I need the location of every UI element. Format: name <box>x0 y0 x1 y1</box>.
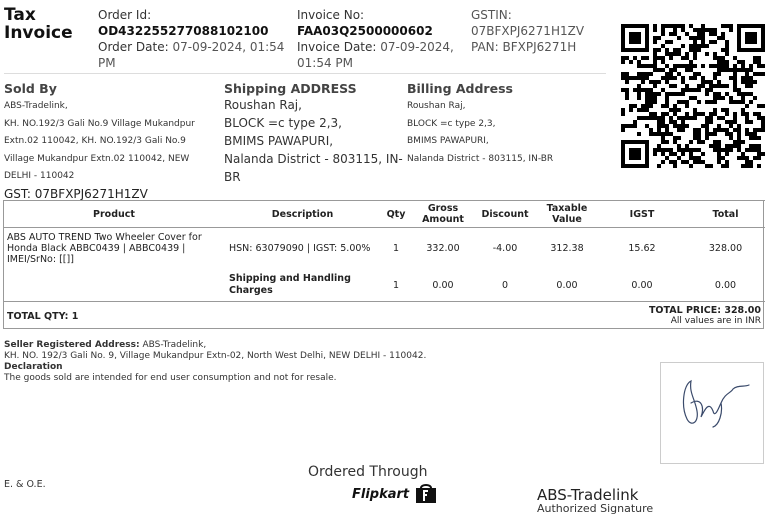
shipping-line: Nalanda District - 803115, IN- <box>224 152 403 166</box>
cell-taxable: 312.38 <box>550 243 584 255</box>
table-total-row <box>3 302 765 331</box>
sold-by-line: ABS-Tradelink, <box>4 101 68 111</box>
inr-note: All values are in INR <box>670 316 761 327</box>
col-gross: Gross Amount <box>412 201 474 228</box>
invoice-block <box>297 7 465 71</box>
order-id-label: Order Id: <box>98 8 152 22</box>
eoe: E. & O.E. <box>4 479 46 490</box>
ordered-through: Ordered Through <box>308 464 428 480</box>
cell-qty: 1 <box>392 243 400 255</box>
cell-qty: 1 <box>392 279 400 291</box>
seller-addr-label: Seller Registered Address: <box>4 340 140 350</box>
invoice-date: Invoice Date: 07-09-2024, 01:54 PM <box>297 40 454 70</box>
billing-line: Nalanda District - 803115, IN-BR <box>407 153 554 164</box>
declaration-label: Declaration <box>4 362 63 372</box>
col-igst: IGST <box>598 201 686 228</box>
invoice-title <box>4 6 73 42</box>
col-discount: Discount <box>474 201 536 228</box>
order-block <box>98 7 288 71</box>
cell-total: 0.00 <box>714 279 737 291</box>
sold-by-line: KH. NO.192/3 Gali No.9 Village Mukandpur <box>4 118 195 129</box>
billing-line: Roushan Raj, <box>407 101 466 111</box>
pan: PAN: BFXPJ6271H <box>471 40 577 54</box>
cell-discount: 0 <box>501 279 509 291</box>
table-row <box>3 228 765 270</box>
shipping-line: BR <box>224 170 241 184</box>
cell-product <box>3 270 225 302</box>
table-header-row <box>3 201 765 228</box>
qr-code <box>621 24 765 168</box>
shipping-line: BLOCK =c type 2,3, <box>224 116 342 130</box>
authorized-signature-label: Authorized Signature <box>537 502 654 515</box>
signature-box <box>660 362 764 464</box>
billing-title: Billing Address <box>407 81 513 96</box>
col-description: Description <box>225 201 380 228</box>
sold-by-section <box>4 81 219 202</box>
cell-taxable: 0.00 <box>556 279 578 291</box>
shipping-line: BMIMS PAWAPURI, <box>224 134 334 148</box>
cell-description: HSN: 63079090 | IGST: 5.00% <box>229 243 371 255</box>
flipkart-bag-icon <box>415 484 437 504</box>
gstin-block <box>471 7 611 55</box>
sold-by-title: Sold By <box>4 81 57 96</box>
signature-image <box>661 363 763 463</box>
sold-by-line: Extn.02 110042, KH. NO.192/3 Gali No.9 <box>4 136 186 146</box>
gstin-label: GSTIN: <box>471 8 512 22</box>
sold-by-line: Village Mukandpur Extn.02 110042, NEW <box>4 153 190 164</box>
cell-igst: 15.62 <box>628 243 656 255</box>
cell-description: Shipping and Handling Charges <box>229 273 351 297</box>
items-table <box>3 200 765 331</box>
signer-name: ABS-Tradelink <box>537 486 639 504</box>
col-taxable: Taxable Value <box>536 201 598 228</box>
cell-discount: -4.00 <box>492 243 518 255</box>
header-divider <box>4 73 606 74</box>
shipping-line: Roushan Raj, <box>224 98 302 112</box>
seller-addr-2: KH. NO. 192/3 Gali No. 9, Village Mukandpur Extn-02, North West Delhi, NEW DELHI - 110042. <box>4 351 427 361</box>
billing-line: BLOCK =c type 2,3, <box>407 118 496 129</box>
table-row <box>3 270 765 302</box>
cell-gross: 332.00 <box>426 243 460 255</box>
total-price: TOTAL PRICE: 328.00 <box>648 305 761 317</box>
total-qty: TOTAL QTY: 1 <box>7 310 79 322</box>
cell-igst: 0.00 <box>631 279 653 291</box>
declaration-text: The goods sold are intended for end user consumption and not for resale. <box>4 373 337 383</box>
order-date: Order Date: 07-09-2024, 01:54 PM <box>98 40 285 70</box>
title-line-1: Tax <box>4 5 36 25</box>
flipkart-logo <box>352 484 437 504</box>
seller-registered-address <box>4 340 644 384</box>
title-line-2: Invoice <box>4 23 73 43</box>
shipping-section <box>224 81 404 186</box>
flipkart-wordmark: Flipkart <box>352 486 410 502</box>
shipping-title: Shipping ADDRESS <box>224 81 357 96</box>
billing-section <box>407 81 607 168</box>
invoice-no: FAA03Q2500000602 <box>297 24 433 38</box>
invoice-no-label: Invoice No: <box>297 8 365 22</box>
order-id: OD432255277088102100 <box>98 24 269 38</box>
seller-addr-1: ABS-Tradelink, <box>142 340 207 350</box>
col-total: Total <box>686 201 765 228</box>
col-product: Product <box>3 201 225 228</box>
cell-gross: 0.00 <box>432 279 454 291</box>
col-qty: Qty <box>380 201 412 228</box>
cell-total: 328.00 <box>708 243 743 255</box>
cell-product: ABS AUTO TREND Two Wheeler Cover for Honda Black ABBC0439 | ABBC0439 | IMEI/SrNo: [[]] <box>7 232 202 266</box>
sold-by-line: DELHI - 110042 <box>4 171 75 181</box>
billing-line: BMIMS PAWAPURI, <box>407 136 489 146</box>
sold-by-gst: GST: 07BFXPJ6271H1ZV <box>4 186 148 201</box>
gstin-value: 07BFXPJ6271H1ZV <box>471 24 585 38</box>
